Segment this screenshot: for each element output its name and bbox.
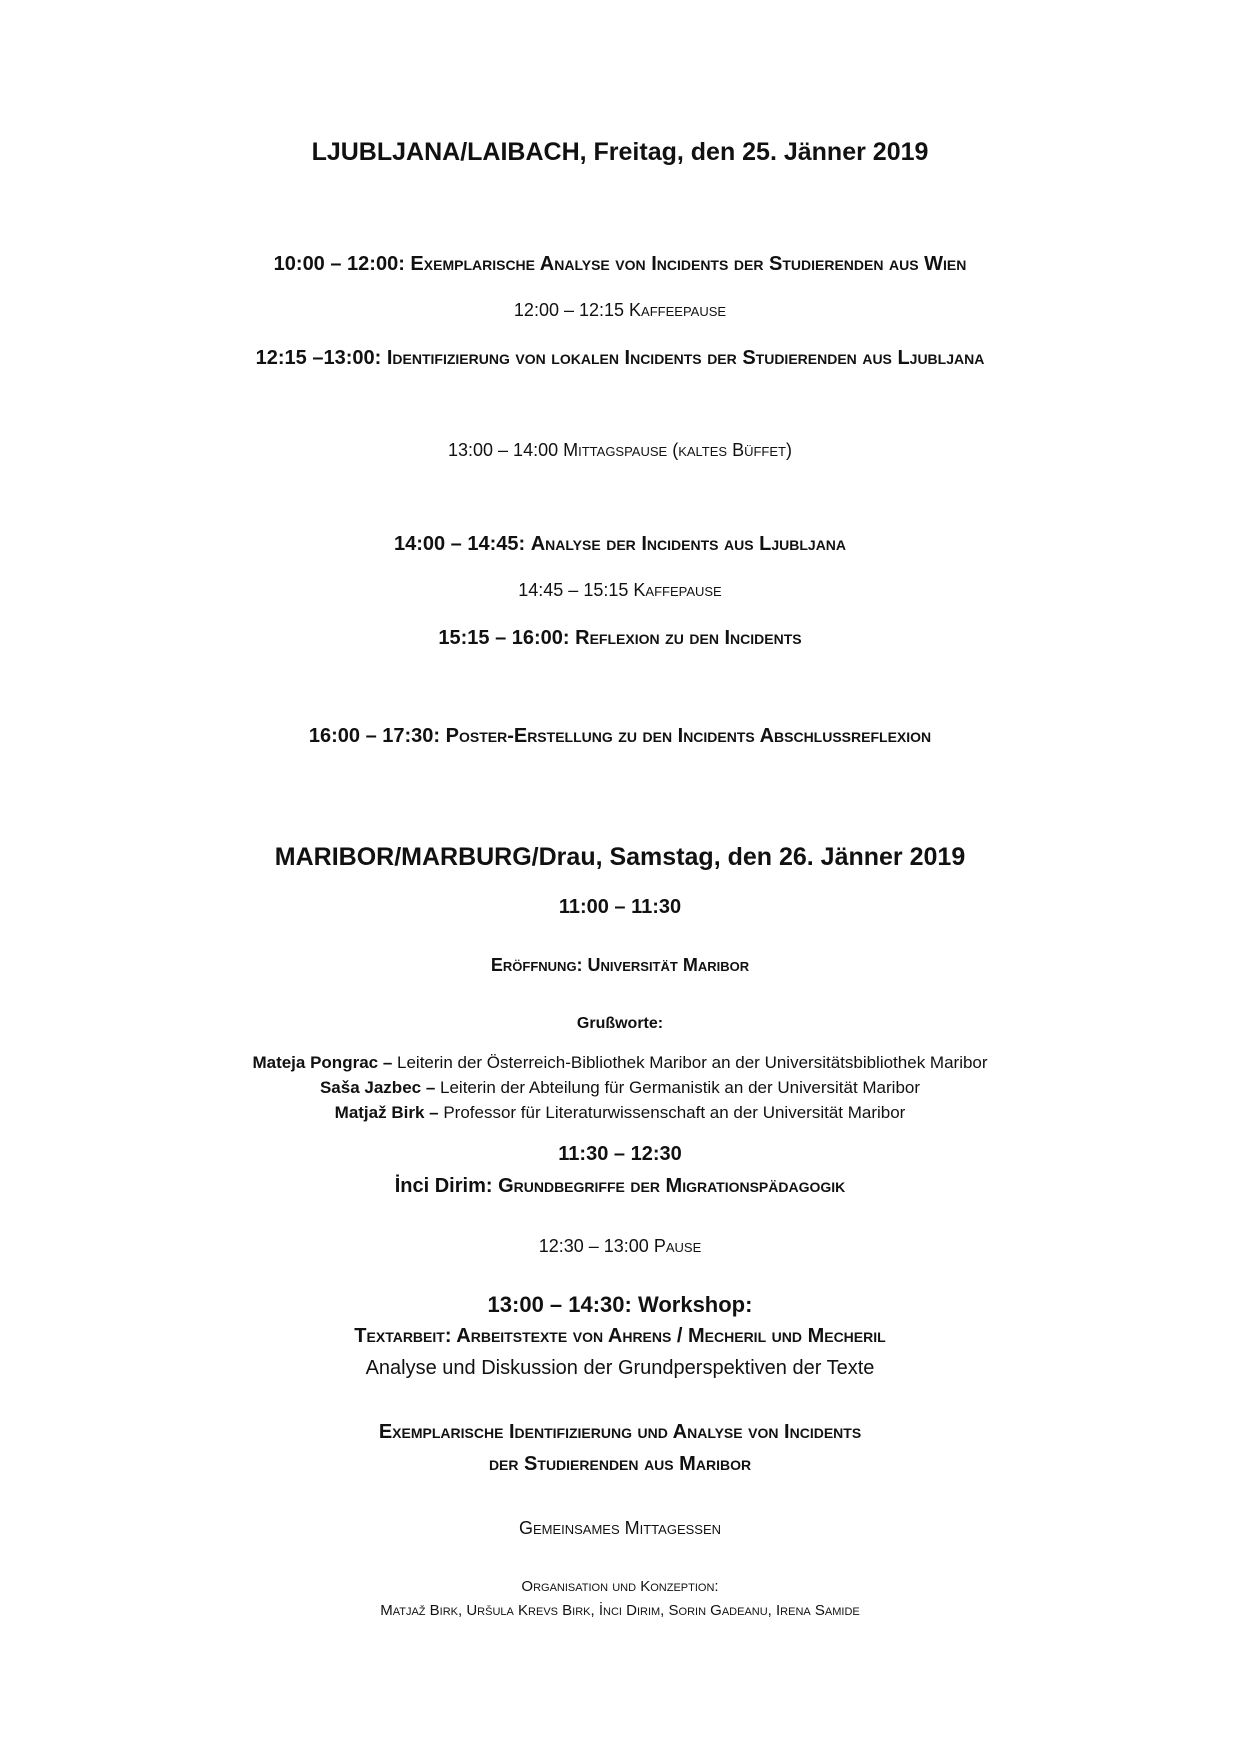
pause-label: Pause — [653, 1236, 702, 1256]
lecture-title: Grundbegriffe der Migrationspädagogik — [498, 1175, 846, 1197]
workshop-description: Analyse und Diskussion der Grundperspektiven der Texte — [365, 1357, 875, 1379]
item-time: 10:00 – 12:00: — [273, 253, 405, 275]
incidents-title-line2: der Studierenden aus Maribor — [488, 1453, 752, 1475]
item-title: Mittagspause (kaltes Büffet) — [563, 440, 792, 460]
organisers-list: Matjaž Birk, Uršula Krevs Birk, İnci Dirim, Sorin Gadeanu, Irena Samide — [380, 1602, 860, 1619]
schedule-item — [0, 347, 1240, 370]
opening-title: Eröffnung: Universität Maribor — [490, 955, 750, 975]
item-title: Analyse der Incidents aus Ljubljana — [530, 533, 847, 555]
lunch-line: Gemeinsames Mittagessen — [518, 1518, 722, 1538]
item-title: Reflexion zu den Incidents — [575, 627, 802, 649]
ljubljana-heading: LJUBLJANA/LAIBACH, Freitag, den 25. Jänner 2019 — [311, 138, 929, 166]
opening-time: 11:00 – 11:30 — [558, 896, 682, 918]
workshop-title: Textarbeit: Arbeitstexte von Ahrens / Mecheril und Mecheril — [354, 1325, 886, 1347]
pause-line — [0, 1236, 1240, 1257]
schedule-item — [0, 725, 1240, 748]
schedule-item — [0, 533, 1240, 556]
incidents-title-line1: Exemplarische Identifizierung und Analyse von Incidents — [378, 1421, 862, 1443]
maribor-heading: MARIBOR/MARBURG/Drau, Samstag, den 26. Jänner 2019 — [274, 843, 966, 871]
item-title: Exemplarische Analyse von Incidents der Studierenden aus Wien — [410, 253, 967, 275]
speaker-name: Saša Jazbec – — [319, 1078, 436, 1097]
schedule-item — [0, 300, 1240, 321]
item-time: 13:00 – 14:00 — [448, 440, 559, 460]
item-title: Poster-Erstellung zu den Incidents Abschlussreflexion — [445, 725, 932, 747]
item-time: 16:00 – 17:30: — [308, 725, 441, 747]
lecture-time: 11:30 – 12:30 — [558, 1143, 682, 1165]
item-time: 14:00 – 14:45: — [393, 533, 526, 555]
organisation-label: Organisation und Konzeption: — [521, 1578, 719, 1595]
item-time: 14:45 – 15:15 — [518, 580, 629, 600]
item-title: Kaffeepause — [629, 300, 727, 320]
item-time: 15:15 – 16:00: — [438, 627, 570, 649]
lecture-line — [0, 1175, 1240, 1198]
speaker-name: Mateja Pongrac – — [252, 1053, 393, 1072]
schedule-item — [0, 440, 1240, 461]
schedule-item — [0, 580, 1240, 601]
speaker-line — [0, 1053, 1240, 1073]
greetings-label: Grußworte: — [576, 1015, 664, 1032]
pause-time: 12:30 – 13:00 — [538, 1236, 649, 1256]
speaker-line — [0, 1103, 1240, 1123]
speaker-role: Leiterin der Abteilung für Germanistik an der Universität Maribor — [440, 1078, 921, 1097]
speaker-role: Professor für Literaturwissenschaft an der Universität Maribor — [443, 1103, 906, 1122]
item-time: 12:00 – 12:15 — [513, 300, 625, 320]
speaker-role: Leiterin der Österreich-Bibliothek Maribor an der Universitätsbibliothek Maribor — [397, 1053, 988, 1072]
lecture-speaker: İnci Dirim: — [394, 1175, 493, 1197]
speaker-line — [0, 1078, 1240, 1098]
speaker-name: Matjaž Birk – — [334, 1103, 439, 1122]
schedule-item — [0, 253, 1240, 276]
workshop-heading: 13:00 – 14:30: Workshop: — [487, 1292, 753, 1317]
schedule-item — [0, 627, 1240, 650]
item-time: 12:15 –13:00: — [255, 347, 382, 369]
item-title: Kaffepause — [633, 580, 722, 600]
item-title: Identifizierung von lokalen Incidents der Studierenden aus Ljubljana — [386, 347, 985, 369]
